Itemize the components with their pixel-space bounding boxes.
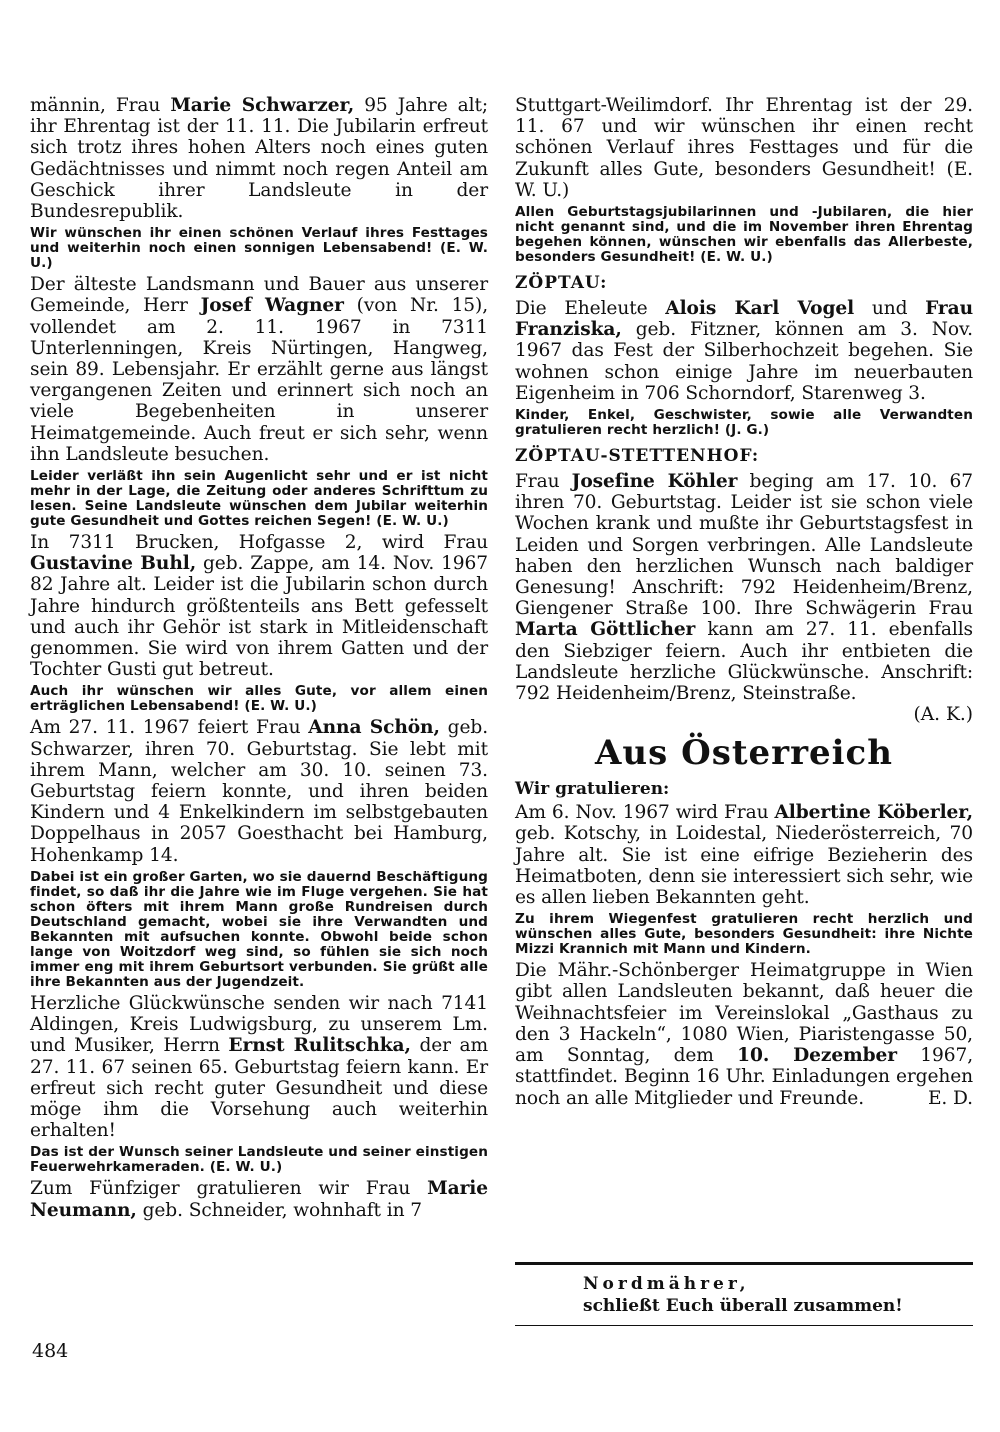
text: der am 27. 11. 67 seinen 65. Geburtstag feiern kann. Er erfreut sich recht guter Gesundheit und diese möge ihm die Vorsehung auch weiterhin erhalten! bbox=[30, 1035, 489, 1142]
name-highlight: Albertine Köberler, bbox=[774, 802, 973, 824]
paragraph bbox=[515, 471, 973, 704]
paragraph bbox=[515, 95, 973, 201]
text: Herzliche Glückwünsche senden wir nach 7141 Aldingen, Kreis Ludwigsburg, zu unserem Lm. und Musiker, Herrn bbox=[30, 992, 488, 1057]
paragraph bbox=[515, 298, 973, 404]
text: Am 6. Nov. 1967 wird Frau bbox=[515, 802, 775, 824]
paragraph bbox=[30, 717, 488, 865]
paragraph bbox=[30, 274, 488, 465]
text: geb. Fitzner, können am 3. Nov. 1967 das Fest der Silberhochzeit begehen. Sie wohnen schon einige Jahre im neuerbauten Eigenheim in 706 Schorndorf, Starenweg 3. bbox=[515, 319, 973, 404]
note bbox=[515, 408, 973, 438]
text: (A. K.) bbox=[913, 704, 973, 726]
text: Der älteste Landsmann und Bauer aus unserer Gemeinde, Herr bbox=[30, 274, 488, 317]
text: beging am 17. 10. 67 ihren 70. Geburtstag. Leider ist sie schon viele Wochen krank und mußte ihr Geburtstagsfest in Leiden und Sorgen verbringen. Alle Landsleute haben den herzlichen Wunsch nach baldiger Genesung! Anschrift: 792 Heidenheim/Brenz, Giengener Straße 100. Ihre Schwägerin Frau bbox=[515, 471, 973, 620]
name-highlight: 10. Dezember bbox=[737, 1045, 897, 1067]
text: 95 Jahre alt; ihr Ehrentag ist der 11. 11. Die Jubilarin erfreut sich trotz ihres hohen Alters noch eines guten Gedächtnisses und nimmt noch regen Anteil am Geschick ihrer Landsleute in der Bundesrepublik. bbox=[30, 95, 489, 223]
paragraph bbox=[30, 532, 488, 680]
text: geb. Schwarzer, ihren 70. Geburtstag. Sie lebt mit ihrem Mann, welcher am 30. 10. seinen 73. Geburtstag feiern konnte, und ihren beiden Kindern und 4 Enkelkindern im selbstgebauten Doppelhaus in 2057 Goesthacht bei Hamburg, Hohenkamp 14. bbox=[30, 717, 488, 866]
name-highlight: Josefine Köhler bbox=[571, 471, 738, 493]
text: geb. Kotschy, in Loidestal, Niederösterreich, 70 Jahre alt. Sie ist eine eifrige Bezieherin des Heimatboten, denn sie interessiert sich sehr, wie es allen lieben Bekannten geht. bbox=[515, 823, 973, 909]
text: (von Nr. 15), vollendet am 2. 11. 1967 in 7311 Unterlenningen, Kreis Nürtingen, Hangweg, sein 89. Lebensjahr. Er erzählt gerne aus längst vergangenen Zeiten und erinnert sich noch an viele Begebenheiten in unserer Heimatgemeinde. Auch freut er sich sehr, wenn ihn Landsleute besuchen. bbox=[30, 295, 488, 465]
text: Die Mähr.-Schönberger Heimatgruppe in Wien gibt allen Landsleuten bekannt, daß heuer die Weihnachtsfeier im Vereinslokal „Gasthaus zu den 3 Hackeln“, 1080 Wien, Piaristengasse 50, am Sonntag, dem bbox=[515, 960, 973, 1067]
text: ZÖPTAU: bbox=[515, 273, 608, 294]
left-column bbox=[30, 95, 488, 1221]
text: 1967, stattfindet. Beginn 16 Uhr. Einladungen ergehen noch an alle Mitglieder und Freunde. bbox=[515, 1045, 973, 1109]
paragraph bbox=[30, 1178, 488, 1220]
name-highlight: Gustavine Buhl, bbox=[30, 553, 197, 575]
note bbox=[30, 870, 488, 990]
text: In 7311 Brucken, Hofgasse 2, wird Frau bbox=[30, 532, 488, 554]
text: männin, Frau bbox=[30, 95, 171, 116]
name-highlight: Josef Wagner bbox=[200, 295, 344, 317]
name-highlight: Ernst Rulitschka, bbox=[228, 1035, 411, 1057]
subheading bbox=[515, 779, 973, 800]
divider bbox=[515, 1325, 973, 1326]
note bbox=[30, 684, 488, 714]
paragraph bbox=[30, 993, 488, 1141]
page-number: 484 bbox=[32, 1340, 69, 1362]
section-heading bbox=[515, 446, 973, 467]
slogan-line-1: Nordmährer, bbox=[583, 1274, 750, 1294]
note bbox=[30, 469, 488, 529]
text: kann am 27. 11. ebenfalls den Siebziger feiern. Auch ihr entbieten die Landsleute herzliche Glückwünsche. Anschrift: 792 Heidenheim/Brenz, Steinstraße. bbox=[515, 619, 973, 705]
text: Frau bbox=[515, 471, 572, 493]
text: geb. Zappe, am 14. Nov. 1967 82 Jahre alt. Leider ist die Jubilarin schon durch Jahre hindurch größtenteils ans Bett gefesselt und auch ihr Gehör ist stark in Mitleidenschaft genommen. Sie wird von ihrem Gatten und der Tochter Gusti gut betreut. bbox=[30, 553, 488, 681]
text: Dabei ist ein großer Garten, wo sie dauernd Beschäftigung findet, so daß ihr die Jahre wie im Fluge vergehen. Sie hat schon öfters mit ihrem Mann große Rundreisen durch Deutschland gemacht, wobei sie ihre Verwandten und Bekannten mit aufsuchen konnte. Obwohl beide schon lange von Woitzdorf weg sind, so fühlen sie sich noch immer eng mit ihrem Geburtsort verbunden. Sie grüßt alle ihre Bekannten aus der Jugendzeit. bbox=[30, 868, 488, 990]
text: und bbox=[854, 298, 926, 320]
name-highlight: Marie Schwarzer, bbox=[170, 95, 355, 116]
note bbox=[515, 912, 973, 957]
name-highlight: Anna Schön, bbox=[308, 717, 440, 739]
section-title bbox=[515, 731, 973, 775]
text: Kinder, Enkel, Geschwister, sowie alle Verwandten gratulieren recht herzlich! (J. G.) bbox=[515, 407, 973, 439]
text: Stuttgart-Weilimdorf. Ihr Ehrentag ist der 29. 11. 67 und wir wünschen ihr einen recht schönen Verlauf ihres Festtages und für die Zukunft alles Gute, besonders Gesundheit! (E. W. U.) bbox=[515, 95, 973, 201]
section-heading bbox=[515, 273, 973, 294]
signature bbox=[515, 704, 973, 725]
text: Zum Fünfziger gratulieren wir Frau bbox=[30, 1178, 428, 1200]
note bbox=[515, 205, 973, 265]
signature: E. D. bbox=[927, 1087, 973, 1109]
text: Leider verläßt ihn sein Augenlicht sehr und er ist nicht mehr in der Lage, die Zeitung oder anderes Schrifttum zu lesen. Seine Landsleute wünschen dem Jubilar weiterhin gute Gesundheit und Gottes reichen Segen! (E. W. U.) bbox=[30, 468, 488, 530]
text: Wir gratulieren: bbox=[515, 779, 670, 800]
text: Aus Österreich bbox=[595, 733, 893, 774]
right-column bbox=[515, 95, 973, 1109]
name-highlight: Frau Franziska, bbox=[515, 298, 973, 341]
note bbox=[30, 226, 488, 271]
slogan-line-2: schließt Euch überall zusammen! bbox=[583, 1296, 903, 1316]
text: Zu ihrem Wiegenfest gratulieren recht herzlich und wünschen alles Gute, besonders Gesundheit: ihre Nichte Mizzi Krannich mit Mann und Kindern. bbox=[515, 911, 973, 958]
text: Wir wünschen ihr einen schönen Verlauf ihres Festtages und weiterhin noch einen sonnigen Lebensabend! (E. W. U.) bbox=[30, 225, 488, 272]
paragraph bbox=[30, 95, 488, 222]
name-highlight: Marta Göttlicher bbox=[515, 619, 696, 641]
name-highlight: Marie Neumann, bbox=[30, 1178, 488, 1221]
text: Das ist der Wunsch seiner Landsleute und seiner einstigen Feuerwehrkameraden. (E. W. U.) bbox=[30, 1144, 488, 1176]
paragraph bbox=[515, 802, 973, 908]
text: geb. Schneider, wohnhaft in 7 bbox=[136, 1199, 422, 1221]
note bbox=[30, 1145, 488, 1175]
text: Allen Geburtstagsjubilarinnen und -Jubilaren, die hier nicht genannt sind, und die im November ihren Ehrentag begehen können, wünschen wir ebenfalls das Allerbeste, besonders Gesundheit! (E. W. U.) bbox=[515, 204, 973, 266]
text: Die Eheleute bbox=[515, 298, 666, 320]
text: Am 27. 11. 1967 feiert Frau bbox=[30, 717, 309, 739]
name-highlight: Alois Karl Vogel bbox=[665, 298, 855, 320]
slogan-box bbox=[515, 1262, 973, 1326]
text: Auch ihr wünschen wir alles Gute, vor allem einen erträglichen Lebensabend! (E. W. U.) bbox=[30, 683, 488, 715]
text: ZÖPTAU-STETTENHOF: bbox=[515, 446, 760, 467]
paragraph bbox=[515, 960, 973, 1108]
